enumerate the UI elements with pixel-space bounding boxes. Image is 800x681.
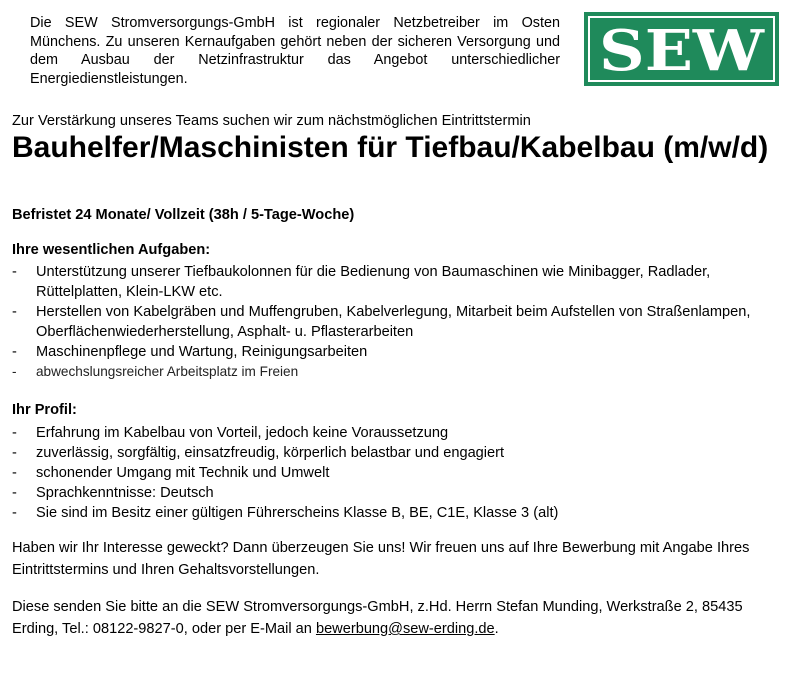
dash-icon: - (12, 304, 17, 320)
list-item (12, 503, 782, 523)
profile-text: schonender Umgang mit Technik und Umwelt (36, 465, 330, 481)
profile-heading: Ihr Profil: (12, 402, 77, 418)
list-item (12, 463, 782, 483)
email-link[interactable]: bewerbung@sew-erding.de (315, 621, 495, 637)
tasks-heading: Ihre wesentlichen Aufgaben: (12, 242, 211, 258)
task-text: Maschinenpflege und Wartung, Reinigungsarbeiten (36, 344, 368, 360)
profile-text: Erfahrung im Kabelbau von Vorteil, jedoch keine Voraussetzung (36, 425, 449, 441)
list-item (12, 483, 782, 503)
dash-icon: - (12, 425, 17, 441)
contact-body: Diese senden Sie bitte an die SEW Stromversorgungs-GmbH, z.Hd. Herrn Stefan Munding, Werkstraße 2, 85435 Erding, Tel.: 08122-9827-0, oder per E-Mail an (12, 599, 743, 637)
profile-text: zuverlässig, sorgfältig, einsatzfreudig, körperlich belastbar und engagiert (36, 445, 505, 461)
dash-icon: - (12, 485, 17, 501)
job-subtitle: Befristet 24 Monate/ Vollzeit (38h / 5-Tage-Woche) (12, 207, 355, 223)
company-intro: Die SEW Stromversorgungs-GmbH ist regionaler Netzbetreiber im Osten Münchens. Zu unseren Kernaufgaben gehört neben der sicheren Versorgung und dem Ausbau der Netzinfrastruktur das Angebot unterschiedlicher Energiedienstleistungen. (30, 15, 560, 87)
list-item (12, 423, 782, 443)
profile-text: Sprachkenntnisse: Deutsch (36, 485, 214, 501)
list-item (12, 262, 782, 302)
dash-icon: - (12, 445, 17, 461)
job-title: Bauhelfer/Maschinisten für Tiefbau/Kabelbau (m/w/d) (12, 131, 769, 164)
task-text: Unterstützung unserer Tiefbaukolonnen für die Bedienung von Baumaschinen wie Minibagger, Radlader, Rüttelplatten, Klein-LKW etc. (36, 264, 711, 300)
dash-icon: - (12, 505, 17, 521)
closing-text: Haben wir Ihr Interesse geweckt? Dann überzeugen Sie uns! Wir freuen uns auf Ihre Bewerbung mit Angabe Ihres Eintrittstermins und Ihren Gehaltsvorstellungen. (12, 540, 750, 578)
list-item (12, 362, 782, 382)
sew-logo (584, 12, 779, 86)
contact-end: . (494, 621, 499, 637)
task-text: abwechslungsreicher Arbeitsplatz im Freien (36, 364, 299, 379)
lead-text: Zur Verstärkung unseres Teams suchen wir zum nächstmöglichen Eintrittstermin (12, 113, 531, 129)
tasks-list (12, 262, 782, 382)
task-text: Herstellen von Kabelgräben und Muffengruben, Kabelverlegung, Mitarbeit beim Aufstellen von Straßenlampen, Oberflächenwiederherstellung, Asphalt- u. Pflasterarbeiten (36, 304, 751, 340)
profile-list (12, 423, 782, 523)
contact-text (12, 596, 772, 640)
list-item (12, 443, 782, 463)
logo-text: SEW (599, 18, 766, 84)
list-item (12, 302, 782, 342)
profile-text: Sie sind im Besitz einer gültigen Führerscheins Klasse B, BE, C1E, Klasse 3 (alt) (36, 505, 559, 521)
dash-icon: - (12, 264, 17, 280)
dash-icon: - (12, 344, 17, 360)
list-item (12, 342, 782, 362)
dash-icon: - (12, 364, 17, 379)
dash-icon: - (12, 465, 17, 481)
